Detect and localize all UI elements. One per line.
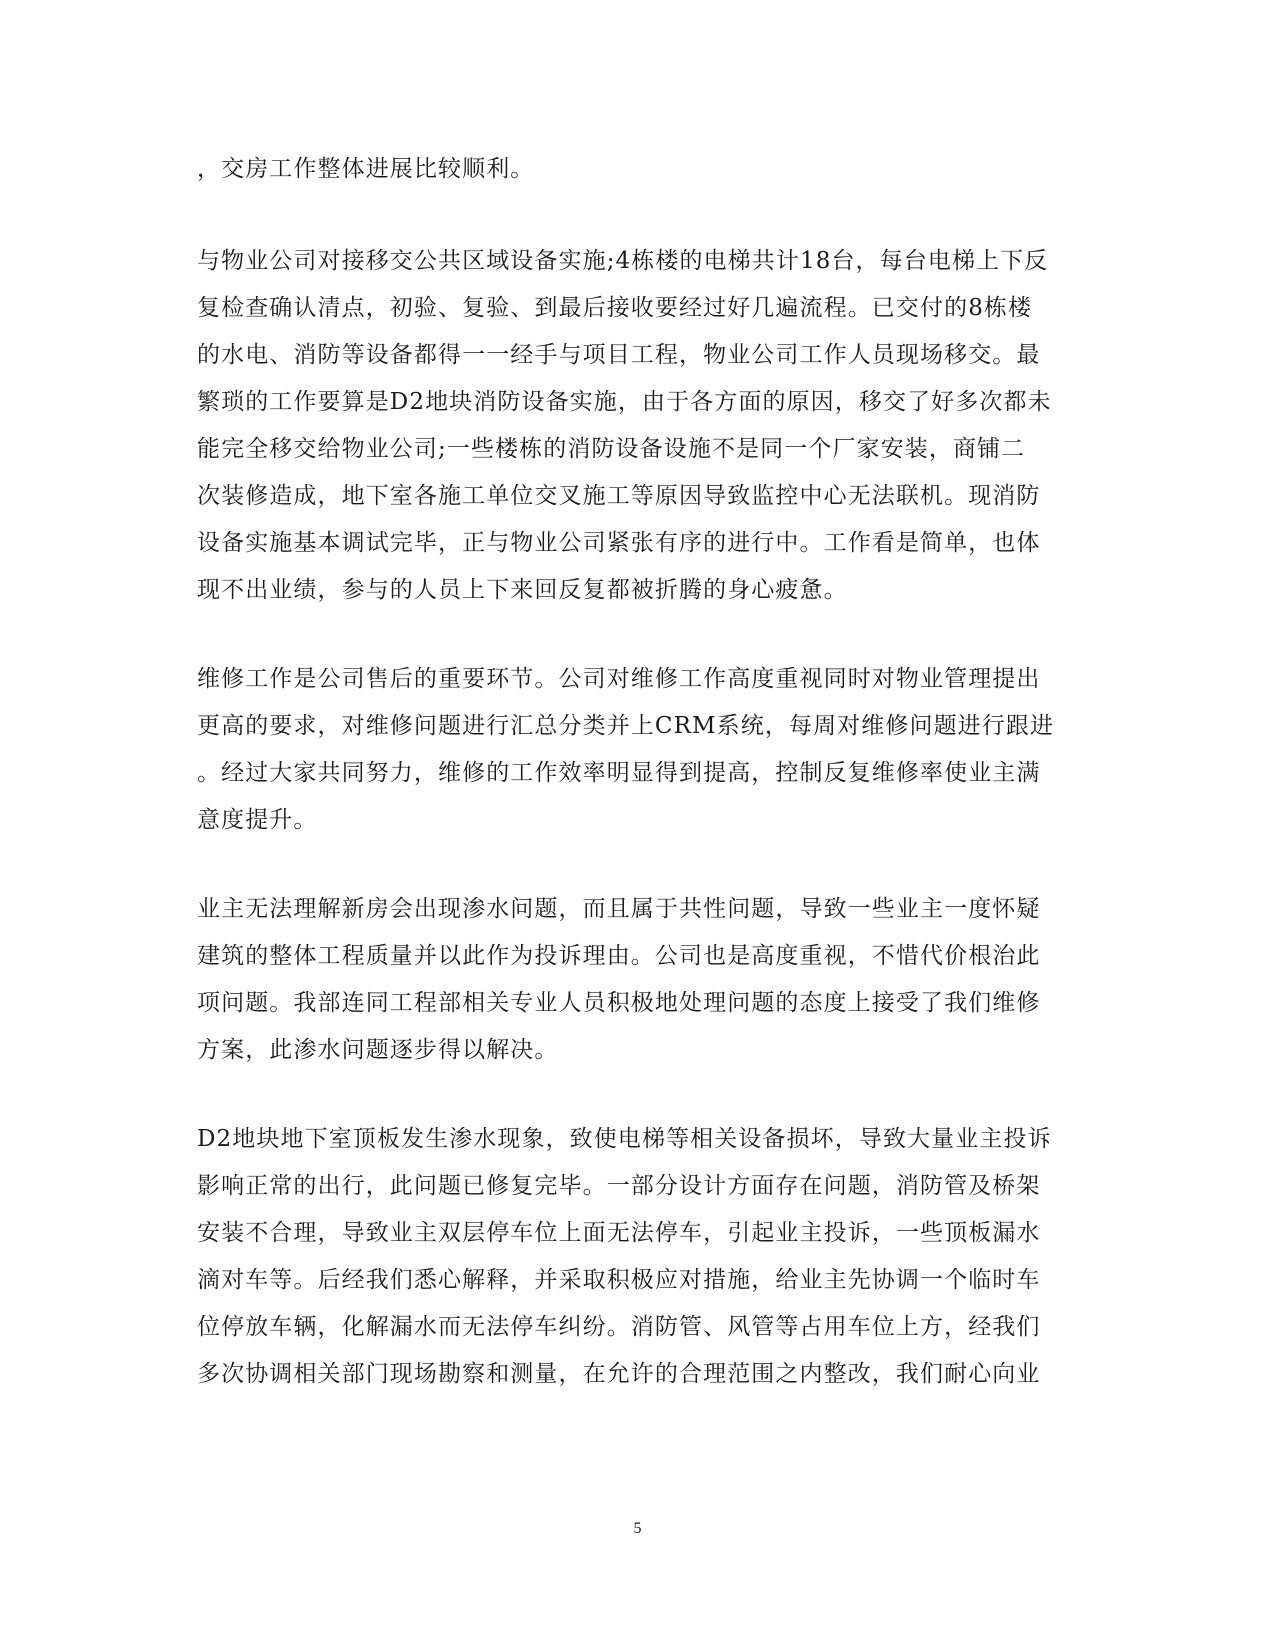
paragraph-5-line-6: 多次协调相关部门现场勘察和测量，在允许的合理范围之内整改，我们耐心向业: [197, 1361, 1041, 1387]
paragraph-1-line-1: ，交房工作整体进展比较顺利。: [197, 156, 535, 182]
paragraph-2-line-2: 复检查确认清点，初验、复验、到最后接收要经过好几遍流程。已交付的8栋楼: [197, 295, 1033, 321]
paragraph-2-line-5: 能完全移交给物业公司;一些楼栋的消防设备设施不是同一个厂家安装，商铺二: [197, 436, 1026, 462]
paragraph-3-line-3: 。经过大家共同努力，维修的工作效率明显得到提高，控制反复维修率使业主满: [197, 760, 1041, 786]
paragraph-4-line-1: 业主无法理解新房会出现渗水问题，而且属于共性问题，导致一些业主一度怀疑: [197, 896, 1041, 922]
paragraph-5-line-2: 影响正常的出行，此问题已修复完毕。一部分设计方面存在问题，消防管及桥架: [197, 1173, 1041, 1199]
paragraph-2-line-1: 与物业公司对接移交公共区域设备实施;4栋楼的电梯共计18台，每台电梯上下反: [197, 248, 1049, 274]
paragraph-3-line-4: 意度提升。: [197, 807, 318, 833]
paragraph-2-line-4: 繁琐的工作要算是D2地块消防设备实施，由于各方面的原因，移交了好多次都未: [197, 389, 1052, 415]
paragraph-3-line-2: 更高的要求，对维修问题进行汇总分类并上CRM系统，每周对维修问题进行跟进: [197, 713, 1055, 739]
paragraph-2-line-6: 次装修造成，地下室各施工单位交叉施工等原因导致监控中心无法联机。现消防: [197, 483, 1041, 509]
paragraph-3-line-1: 维修工作是公司售后的重要环节。公司对维修工作高度重视同时对物业管理提出: [197, 666, 1041, 692]
paragraph-5-line-5: 位停放车辆，化解漏水而无法停车纠纷。消防管、风管等占用车位上方，经我们: [197, 1314, 1041, 1340]
paragraph-5-line-3: 安装不合理，导致业主双层停车位上面无法停车，引起业主投诉，一些顶板漏水: [197, 1220, 1041, 1246]
page-number: 5: [633, 1520, 642, 1537]
paragraph-5-line-1: D2地块地下室顶板发生渗水现象，致使电梯等相关设备损坏，导致大量业主投诉: [197, 1126, 1052, 1152]
paragraph-2-line-7: 设备实施基本调试完毕，正与物业公司紧张有序的进行中。工作看是简单，也体: [197, 530, 1041, 556]
paragraph-4-line-2: 建筑的整体工程质量并以此作为投诉理由。公司也是高度重视，不惜代价根治此: [197, 943, 1041, 969]
paragraph-4-line-4: 方案，此渗水问题逐步得以解决。: [197, 1037, 559, 1063]
paragraph-2-line-3: 的水电、消防等设备都得一一经手与项目工程，物业公司工作人员现场移交。最: [197, 342, 1041, 368]
paragraph-5-line-4: 滴对车等。后经我们悉心解释，并采取积极应对措施，给业主先协调一个临时车: [197, 1267, 1041, 1293]
paragraph-4-line-3: 项问题。我部连同工程部相关专业人员积极地处理问题的态度上接受了我们维修: [197, 990, 1041, 1016]
paragraph-2-line-8: 现不出业绩，参与的人员上下来回反复都被折腾的身心疲惫。: [197, 577, 848, 603]
